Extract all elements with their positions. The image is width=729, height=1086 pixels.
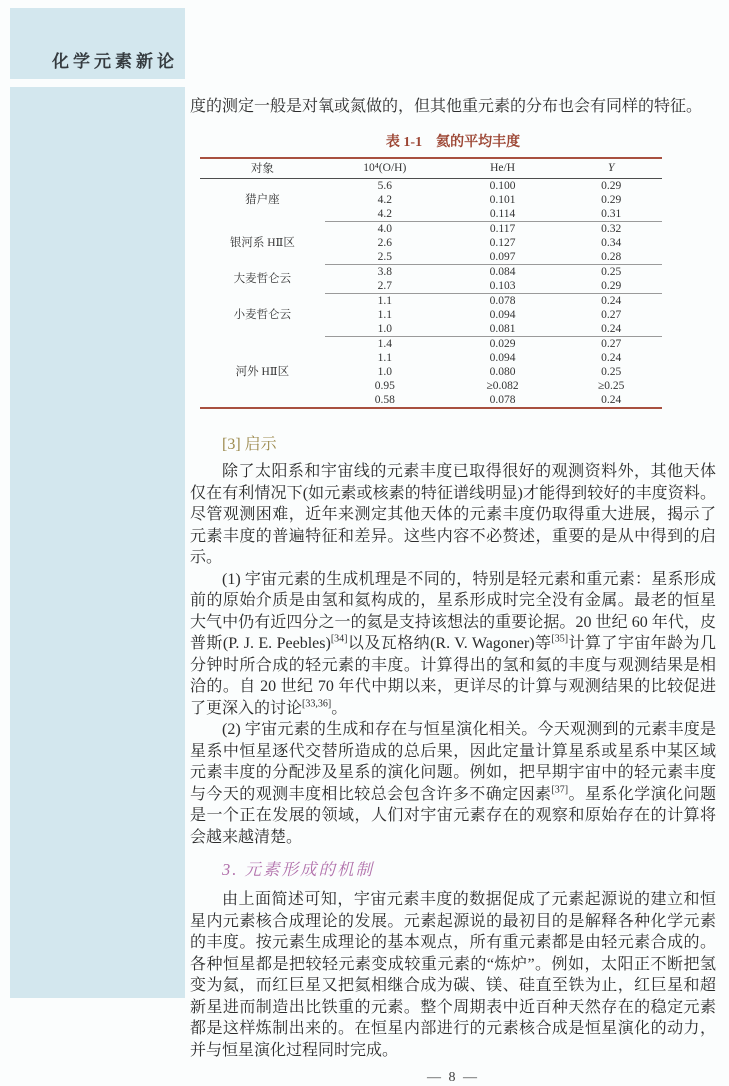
value-cell: 0.29 bbox=[601, 180, 622, 192]
value-cell: 0.103 bbox=[445, 279, 561, 294]
value-cell: 0.080 bbox=[489, 366, 516, 378]
value-cell: ≥0.082 bbox=[486, 380, 519, 392]
table-caption bbox=[190, 134, 716, 152]
value-cell: 0.24 bbox=[601, 352, 622, 364]
value-cell: 0.24 bbox=[601, 295, 622, 307]
value-cell: 0.24 bbox=[601, 394, 622, 406]
mechanism-heading-text: 元素形成的机制 bbox=[244, 860, 374, 879]
sidebar-header-block bbox=[10, 8, 185, 79]
value-cell: 1.1 bbox=[377, 295, 392, 307]
value-cell: 5.6 bbox=[377, 180, 392, 192]
value-cell: 0.25 bbox=[601, 266, 622, 278]
section-heading-mechanism bbox=[222, 860, 716, 880]
value-cell: 0.58 bbox=[374, 394, 395, 406]
value-cell: 4.2 bbox=[377, 194, 392, 206]
abundance-table-header bbox=[200, 158, 662, 179]
value-cell: 1.1 bbox=[377, 309, 392, 321]
value-cell: 0.117 bbox=[489, 223, 516, 235]
value-cell: 4.2 bbox=[325, 207, 445, 222]
table-caption-title: 氦的平均丰度 bbox=[436, 134, 521, 150]
column-header-oh-ratio: 10⁴(O/H) bbox=[325, 158, 445, 179]
table-row bbox=[200, 337, 662, 352]
value-cell: ≥0.25 bbox=[597, 380, 625, 392]
value-cell: 0.101 bbox=[489, 194, 516, 206]
column-header-he-h: He/H bbox=[445, 158, 561, 179]
intro-line: 度的测定一般是对氧或氮做的，但其他重元素的分布也会有同样的特征。 bbox=[190, 98, 703, 115]
mechanism-heading-number: 3. bbox=[222, 860, 239, 879]
object-cell: 河外 HⅡ区 bbox=[235, 365, 290, 378]
value-cell: 0.029 bbox=[489, 338, 516, 350]
table-row bbox=[200, 222, 662, 237]
object-cell: 大麦哲仑云 bbox=[233, 273, 292, 285]
value-cell: 0.95 bbox=[374, 380, 395, 392]
value-cell: 1.0 bbox=[377, 366, 392, 378]
insight-paragraph-2: (1) 宇宙元素的生成机理是不同的，特别是轻元素和重元素：星系形成前的原始介质是由氢和氦构成的，星系形成时完全没有金属。最老的恒星大气中仍有近四分之一的氦是支持该想法的重要论据。20 世纪 60 年代，皮普斯(P. J. E. Peebles)[34]以及瓦格纳(R. V. Wagoner)等[35]计算了宇宙年龄为几分钟时所合成的轻元素的丰度。计算得出的氢和氦的丰度与观测结果是相洽的。自 20 世纪 70 年代中期以来，更详尽的计算与观测结果的比较促进了更深入的讨论[33,36]。 bbox=[190, 570, 716, 717]
page-number: — 8 — bbox=[427, 1070, 479, 1085]
value-cell: 2.5 bbox=[325, 250, 445, 265]
value-cell: 0.094 bbox=[489, 309, 516, 321]
book-title: 化学元素新论 bbox=[52, 52, 178, 71]
table-header-row bbox=[200, 158, 662, 179]
value-cell: 0.24 bbox=[560, 322, 662, 337]
value-cell: 4.0 bbox=[377, 223, 392, 235]
column-header-y: Y bbox=[560, 158, 662, 179]
value-cell: 1.4 bbox=[377, 338, 392, 350]
value-cell: 0.078 bbox=[489, 295, 516, 307]
section-heading-insight: [3] 启示 bbox=[222, 436, 277, 453]
value-cell: 0.100 bbox=[489, 180, 516, 192]
value-cell: 1.0 bbox=[325, 322, 445, 337]
value-cell: 0.127 bbox=[489, 237, 516, 249]
value-cell: 0.34 bbox=[601, 237, 622, 249]
value-cell: 0.078 bbox=[489, 394, 516, 406]
value-cell: 0.114 bbox=[445, 207, 561, 222]
value-cell: 2.6 bbox=[377, 237, 392, 249]
value-cell: 0.081 bbox=[445, 322, 561, 337]
value-cell: 0.29 bbox=[560, 279, 662, 294]
sidebar-body-block bbox=[10, 87, 185, 998]
value-cell: 0.097 bbox=[445, 250, 561, 265]
table-caption-label: 表 1-1 bbox=[385, 134, 423, 150]
value-cell: 0.31 bbox=[560, 207, 662, 222]
table-row bbox=[200, 265, 662, 280]
column-header-object: 对象 bbox=[200, 158, 325, 179]
insight-paragraph-1: 除了太阳系和宇宙线的元素丰度已取得很好的观测资料外，其他天体仅在有利情况下(如元素或核素的特征谱线明显)才能得到较好的丰度资料。尽管观测困难，近年来测定其他天体的元素丰度仍取得重大进展，揭示了元素丰度的普遍特征和差异。这些内容不必赘述，重要的是从中得到的启示。 bbox=[190, 463, 716, 566]
table-row bbox=[200, 179, 662, 194]
abundance-table bbox=[200, 157, 662, 410]
value-cell: 0.084 bbox=[489, 266, 516, 278]
value-cell: 2.7 bbox=[325, 279, 445, 294]
value-cell: 1.1 bbox=[377, 352, 392, 364]
value-cell: 0.094 bbox=[489, 352, 516, 364]
table-row bbox=[200, 294, 662, 309]
value-cell: 0.28 bbox=[560, 250, 662, 265]
object-cell: 小麦哲仑云 bbox=[233, 309, 292, 321]
value-cell: 3.8 bbox=[377, 266, 392, 278]
object-cell: 银河系 HⅡ区 bbox=[229, 237, 295, 249]
object-cell: 猎户座 bbox=[245, 194, 280, 207]
value-cell: 0.25 bbox=[601, 366, 622, 378]
value-cell: 0.27 bbox=[601, 338, 622, 350]
abundance-table-body bbox=[200, 179, 662, 409]
value-cell: 0.27 bbox=[601, 309, 622, 321]
value-cell: 0.29 bbox=[601, 194, 622, 206]
insight-paragraph-3: (2) 宇宙元素的生成和存在与恒星演化相关。今天观测到的元素丰度是星系中恒星逐代交替所造成的总后果，因此定量计算星系或星系中某区域元素丰度的分配涉及星系的演化问题。例如，把早期宇宙中的轻元素丰度与今天的观测丰度相比较总会包含许多不确定因素[37]。星系化学演化问题是一个正在发展的领域，人们对宇宙元素存在的观察和原始存在的计算将会越来越清楚。 bbox=[190, 721, 716, 846]
page-content bbox=[190, 0, 716, 1085]
mechanism-paragraph-1: 由上面简述可知，宇宙元素丰度的数据促成了元素起源说的建立和恒星内元素核合成理论的发展。元素起源说的最初目的是解释各种化学元素的丰度。按元素生成理论的基本观点，所有重元素都是由轻元素合成的。各种恒星都是把较轻元素变成较重元素的“炼炉”。例如，太阳正不断把氢变为氦，而红巨星又把氦相继合成为碳、镁、硅直至铁为止，红巨星和超新星进而制造出比铁重的元素。整个周期表中近百种天然存在的稳定元素都是这样炼制出来的。在恒星内部进行的元素核合成是恒星演化的动力，并与恒星演化过程同时完成。 bbox=[190, 891, 716, 1059]
value-cell: 0.32 bbox=[601, 223, 622, 235]
